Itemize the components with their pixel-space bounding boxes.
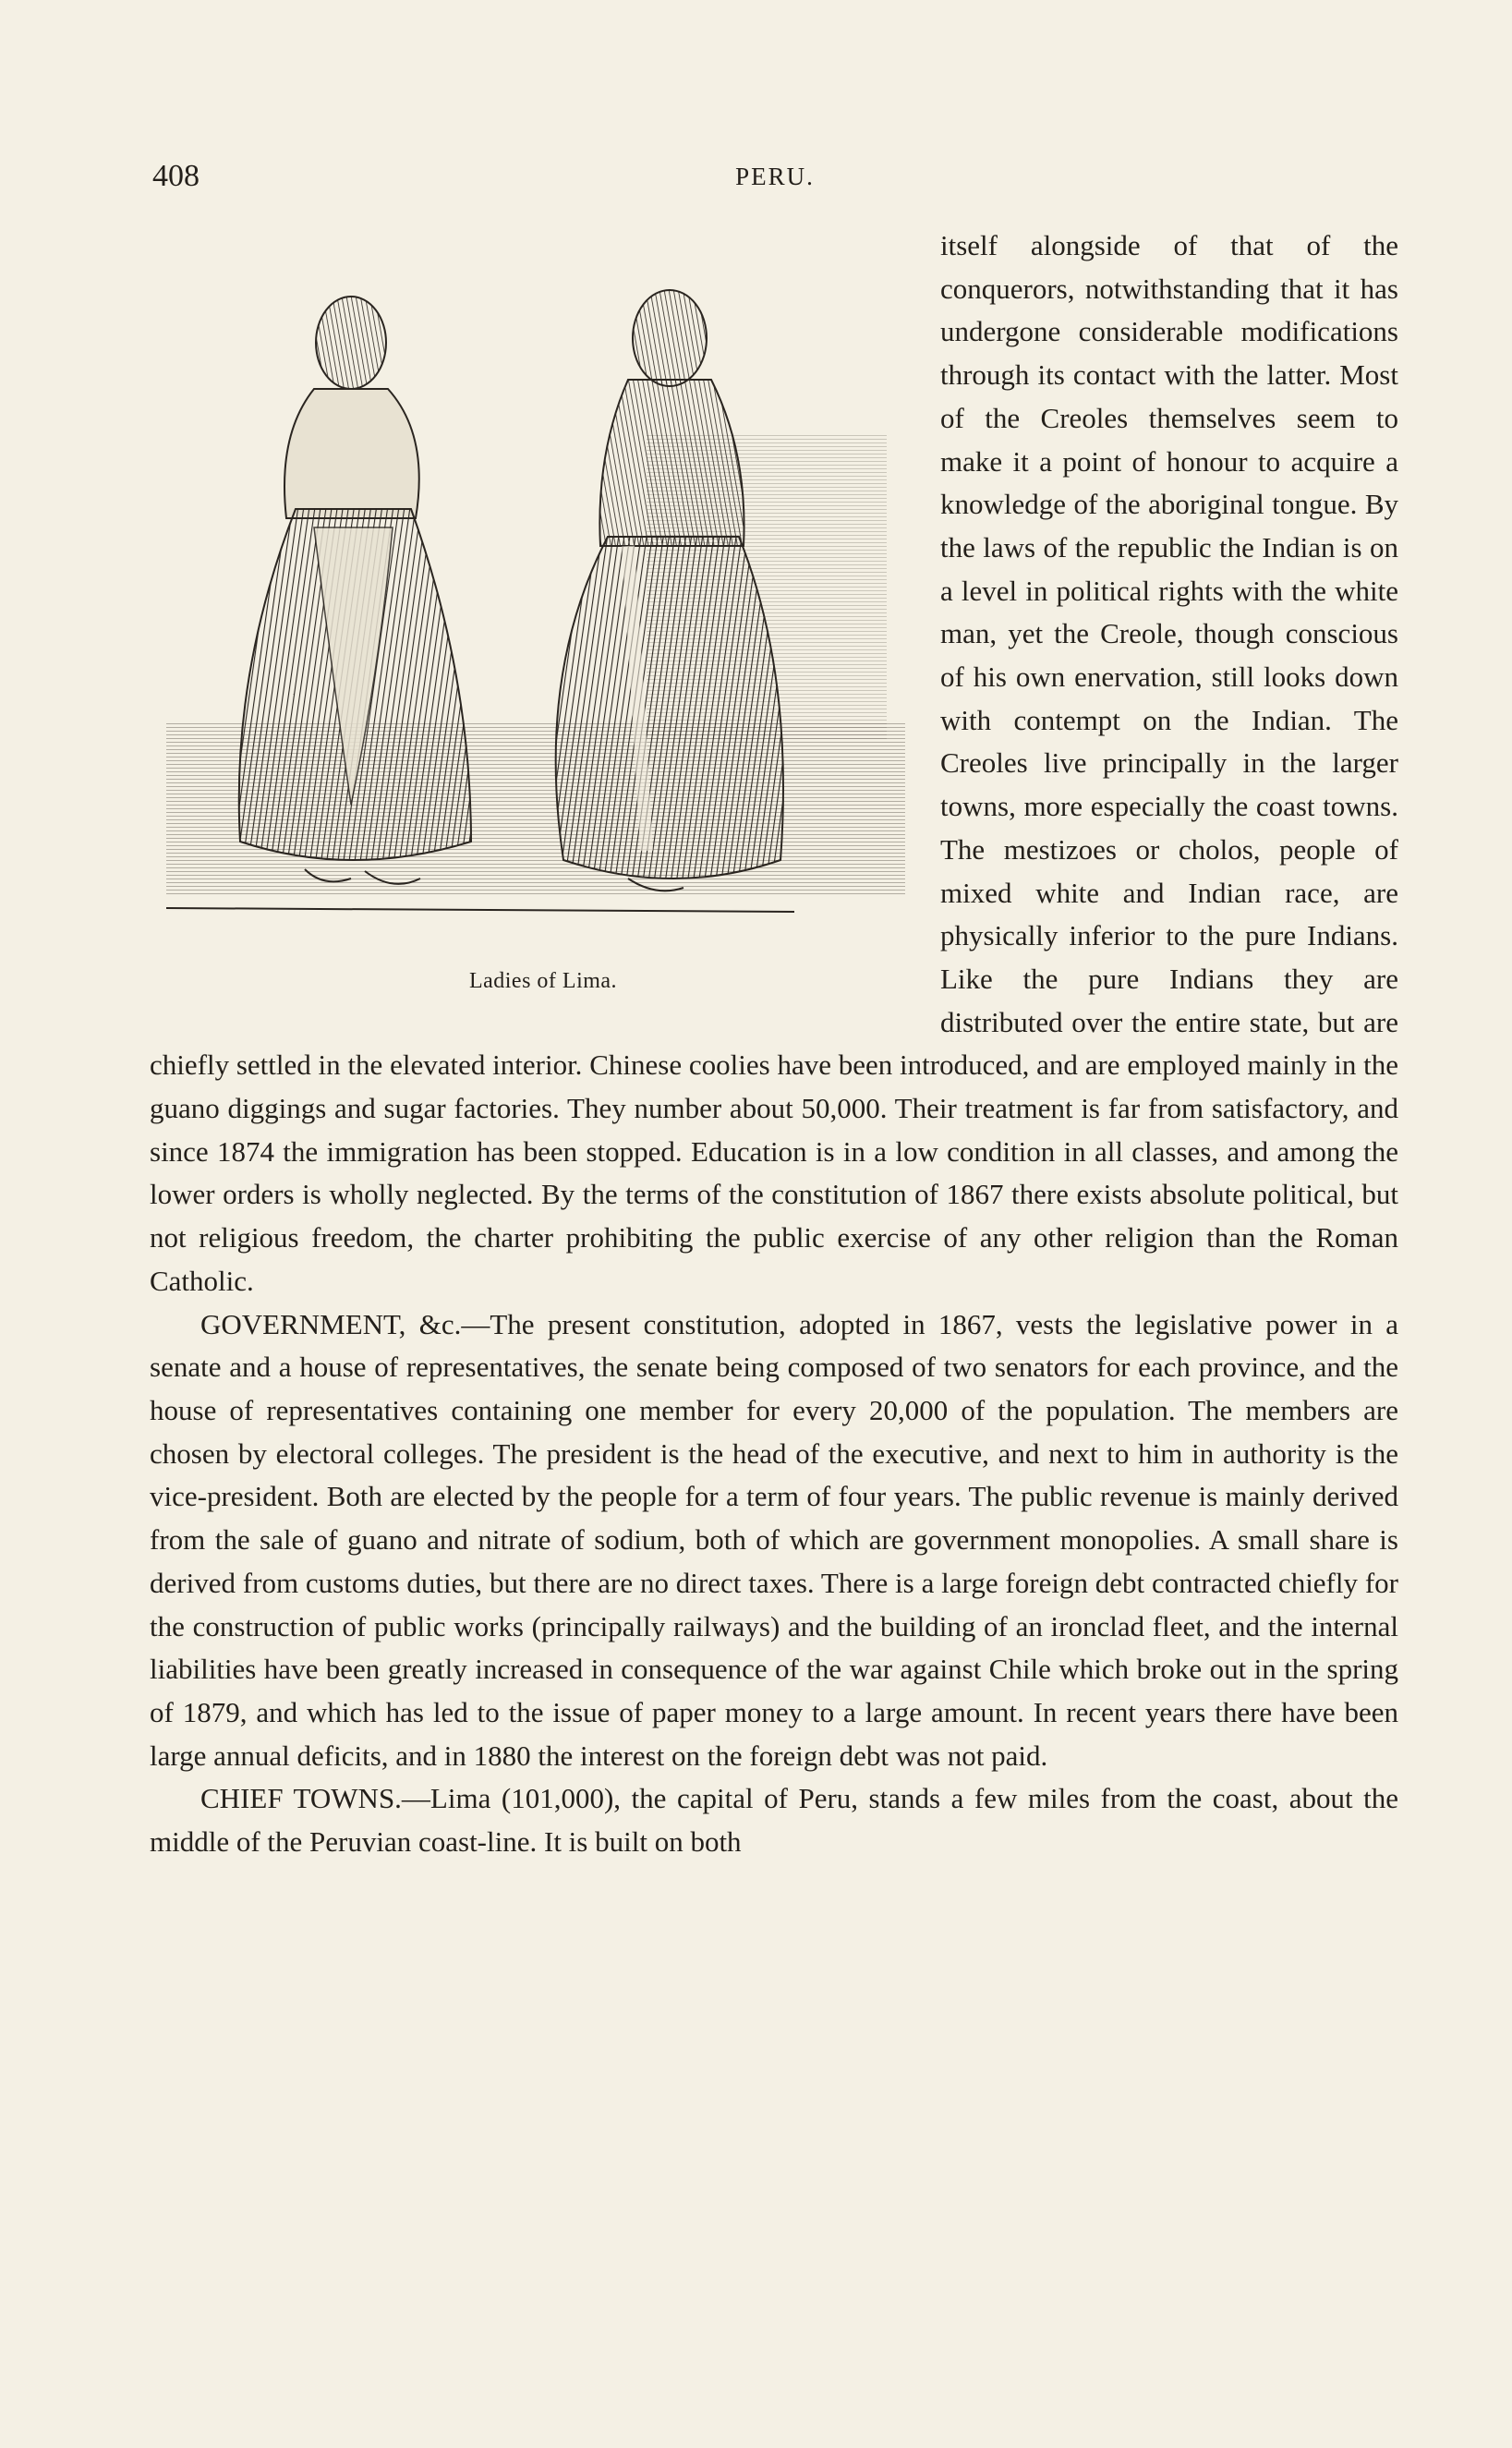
page-number: 408 xyxy=(152,159,200,193)
page-header xyxy=(152,159,1397,203)
figure-right-lady xyxy=(556,290,783,891)
paragraph-government: GOVERNMENT, &c.—The present constitution, adopted in 1867, vests the legislative power in a senate and a house of representatives, the senate being composed of two senators for each province, and the house of representatives containing one member for every 20,000 of the population. The members are chosen by electoral colleges. The president is the head of the executive, and next to him in authority is the vice-president. Both are elected by the people for a term of four years. The public revenue is mainly derived from the sale of guano and nitrate of sodium, both of which are government monopolies. A small share is derived from customs duties, but there are no direct taxes. There is a large foreign debt contracted chiefly for the construction of public works (principally railways) and the building of an ironclad fleet, and the internal liabilities have been greatly increased in consequence of the war against Chile which broke out in the spring of 1879, and which has led to the issue of paper money to a large amount. In recent years there have been large annual deficits, and in 1880 the interest on the foreign debt was not paid. xyxy=(150,1307,1398,1772)
body-text xyxy=(150,224,1398,1864)
figure-caption: Ladies of Lima. xyxy=(468,969,618,993)
running-title: PERU. xyxy=(735,163,815,190)
figure-ladies-of-lima xyxy=(146,241,940,1017)
figure-left-lady xyxy=(239,297,471,884)
engraving-illustration xyxy=(166,287,905,952)
paragraph-demographics xyxy=(150,224,1398,1303)
paragraph-chief-towns: CHIEF TOWNS.—Lima (101,000), the capital of Peru, stands a few miles from the coast, about the middle of the Peruvian coast-line. It is built on both xyxy=(150,1782,1398,1859)
paragraph-demographics-text: itself alongside of that of the conquerors, notwithstanding that it has undergone considerable modifications through its contact with the latter. Most of the Creoles themselves seem to make it a point of honour to acquire a knowledge of the aboriginal tongue. By the laws of the republic the Indian is on a level in political rights with the white man, yet the Creole, though conscious of his own enervation, still looks down with contempt on the Indian. The Creoles live principally in the larger towns, more especially the coast towns. The mestizoes or cholos, people of mixed white and Indian race, are physically inferior to the pure Indians. Like the pure Indians they are distributed over the entire state, but are chiefly settled in the elevated interior. Chinese coolies have been introduced, and are employed mainly in the guano diggings and sugar factories. They number about 50,000. Their treatment is far from satisfactory, and since 1874 the immigration has been stopped. Education is in a low condition in all classes, and among the lower orders is wholly neglected. By the terms of the constitution of 1867 there exists absolute political, but not religious freedom, the charter prohibiting the public exercise of any other religion than the Roman Catholic. xyxy=(150,229,1398,1297)
